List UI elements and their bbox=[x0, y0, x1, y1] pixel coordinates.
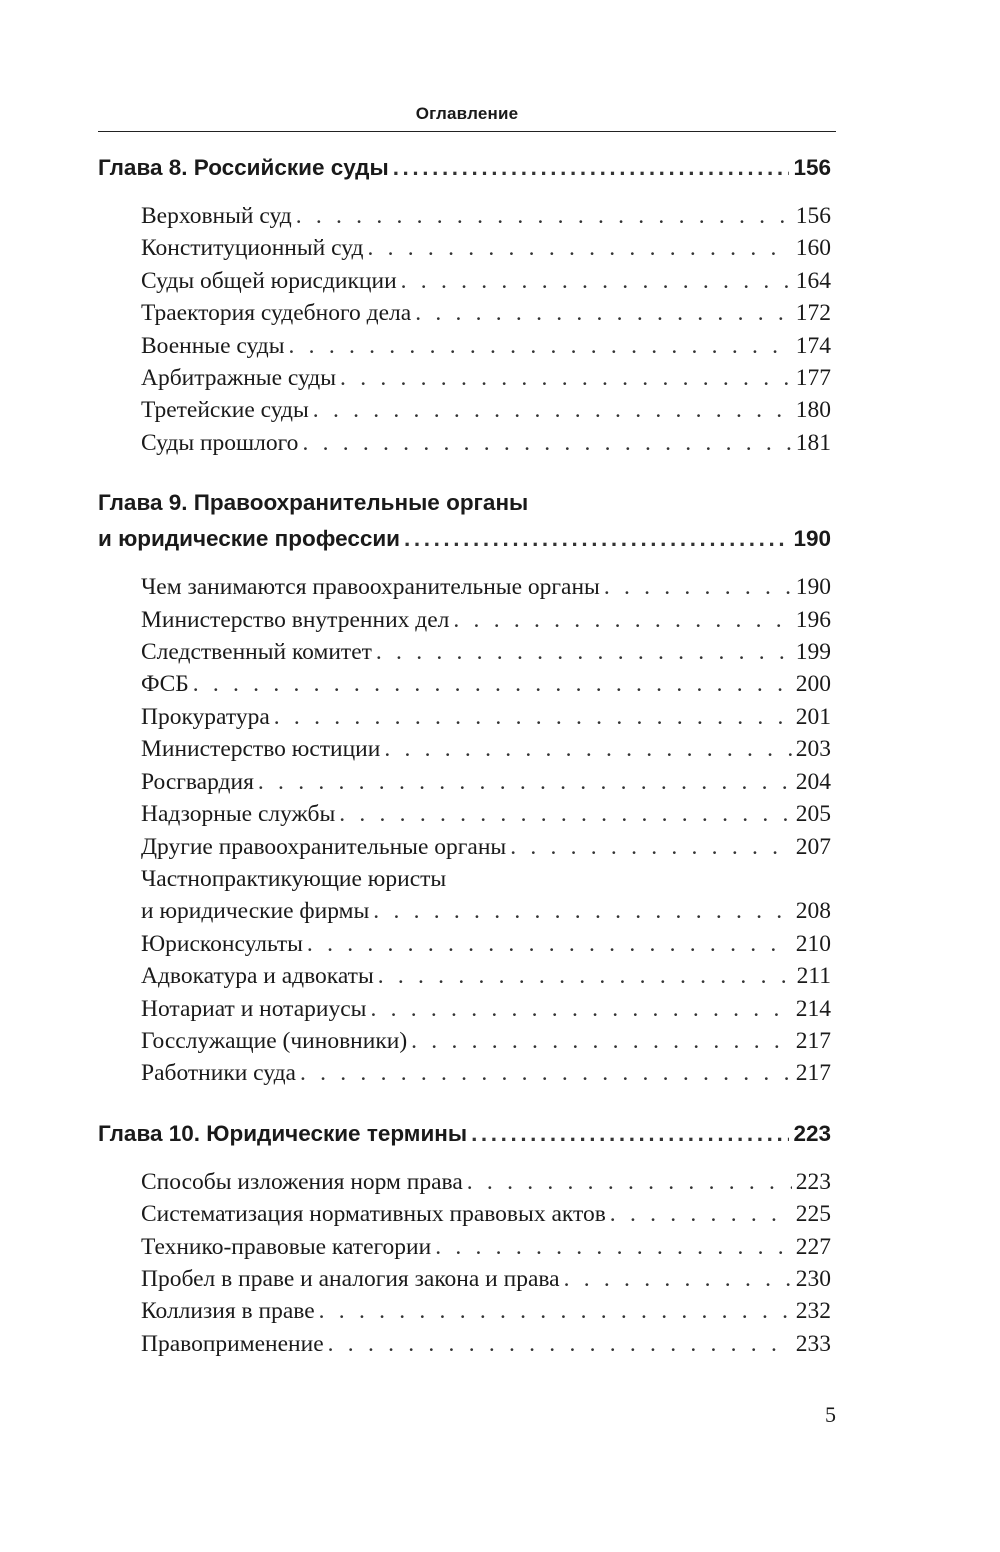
chapter-8-entries bbox=[98, 200, 831, 459]
dot-leader bbox=[393, 150, 790, 186]
dot-leader bbox=[373, 895, 791, 927]
entry-title: Министерство внутренних дел bbox=[141, 606, 450, 633]
toc-entry[interactable] bbox=[141, 1198, 831, 1230]
chapter-8-heading[interactable] bbox=[98, 150, 831, 186]
toc-entry-line-1[interactable]: Частнопрактикующие юристы bbox=[141, 865, 447, 892]
entry-page: 174 bbox=[795, 332, 831, 359]
toc-entry[interactable] bbox=[141, 960, 831, 992]
entry-page: 177 bbox=[795, 365, 831, 392]
chapter-title: Глава 8. Российские суды bbox=[98, 155, 389, 180]
toc-entry[interactable] bbox=[141, 993, 831, 1025]
chapter-page: 156 bbox=[793, 155, 831, 180]
toc-entry[interactable] bbox=[141, 798, 831, 830]
entry-title: и юридические фирмы bbox=[141, 898, 370, 925]
entry-page: 210 bbox=[795, 930, 831, 957]
toc-entry[interactable] bbox=[141, 571, 831, 603]
entry-page: 208 bbox=[795, 898, 831, 925]
entry-page: 232 bbox=[795, 1298, 831, 1325]
entry-page: 200 bbox=[795, 671, 831, 698]
dot-leader bbox=[411, 1025, 792, 1057]
toc-entry[interactable] bbox=[141, 895, 831, 927]
entry-title: Чем занимаются правоохранительные органы bbox=[141, 574, 600, 601]
dot-leader bbox=[453, 604, 791, 636]
entry-page: 164 bbox=[795, 267, 831, 294]
dot-leader bbox=[404, 521, 789, 557]
toc-entry[interactable] bbox=[141, 636, 831, 668]
entry-title: Суды общей юрисдикции bbox=[141, 267, 397, 294]
dot-leader bbox=[296, 200, 792, 232]
dot-leader bbox=[367, 232, 791, 264]
toc-entry[interactable] bbox=[141, 733, 831, 765]
dot-leader bbox=[376, 636, 792, 668]
entry-page: 204 bbox=[795, 768, 831, 795]
entry-title: Третейские суды bbox=[141, 397, 309, 424]
entry-title: Надзорные службы bbox=[141, 801, 336, 828]
chapter-title: и юридические профессии bbox=[98, 526, 401, 552]
entry-title: Юрисконсульты bbox=[141, 930, 303, 957]
entry-page: 225 bbox=[795, 1201, 831, 1228]
entry-title: Адвокатура и адвокаты bbox=[141, 963, 374, 990]
dot-leader bbox=[274, 701, 792, 733]
toc-entry[interactable] bbox=[141, 265, 831, 297]
entry-title: Коллизия в праве bbox=[141, 1298, 315, 1325]
entry-page: 190 bbox=[795, 574, 831, 601]
chapter-9-entries bbox=[98, 571, 831, 1090]
entry-title: Суды прошлого bbox=[141, 429, 299, 456]
entry-page: 223 bbox=[795, 1168, 831, 1195]
toc-entry[interactable] bbox=[141, 330, 831, 362]
toc-entry[interactable] bbox=[141, 668, 831, 700]
entry-title: Траектория судебного дела bbox=[141, 300, 412, 327]
entry-page: 230 bbox=[795, 1265, 831, 1292]
dot-leader bbox=[339, 798, 792, 830]
toc-entry[interactable] bbox=[141, 831, 831, 863]
dot-leader bbox=[610, 1198, 792, 1230]
entry-page: 160 bbox=[795, 235, 831, 262]
dot-leader bbox=[401, 265, 792, 297]
dot-leader bbox=[319, 1295, 792, 1327]
chapter-title: Глава 10. Юридические термины bbox=[98, 1120, 468, 1146]
toc-entry[interactable] bbox=[141, 1263, 831, 1295]
chapter-page: 223 bbox=[793, 1120, 831, 1146]
entry-page: 214 bbox=[795, 995, 831, 1022]
entry-title: Технико-правовые категории bbox=[141, 1233, 432, 1260]
entry-page: 196 bbox=[795, 606, 831, 633]
chapter-10-heading[interactable] bbox=[98, 1116, 831, 1152]
dot-leader bbox=[370, 993, 791, 1025]
entry-page: 180 bbox=[795, 397, 831, 424]
dot-leader bbox=[258, 766, 792, 798]
entry-title: Министерство юстиции bbox=[141, 736, 381, 763]
toc-entry[interactable] bbox=[141, 362, 831, 394]
toc-entry[interactable] bbox=[141, 1295, 831, 1327]
dot-leader bbox=[415, 297, 792, 329]
toc-entry[interactable] bbox=[141, 701, 831, 733]
entry-title: Пробел в праве и аналогия закона и права bbox=[141, 1265, 560, 1292]
entry-page: 203 bbox=[795, 736, 831, 763]
toc-entry[interactable] bbox=[141, 1166, 831, 1198]
entry-title: Военные суды bbox=[141, 332, 285, 359]
dot-leader bbox=[510, 831, 792, 863]
dot-leader bbox=[300, 1057, 792, 1089]
table-of-contents bbox=[98, 150, 831, 1386]
dot-leader bbox=[435, 1231, 792, 1263]
toc-entry[interactable] bbox=[141, 1328, 831, 1360]
entry-title: ФСБ bbox=[141, 671, 189, 698]
entry-title: Правоприменение bbox=[141, 1330, 324, 1357]
entry-page: 217 bbox=[795, 1060, 831, 1087]
chapter-9-heading[interactable] bbox=[98, 521, 831, 557]
entry-page: 172 bbox=[795, 300, 831, 327]
toc-entry[interactable] bbox=[141, 1231, 831, 1263]
entry-title: Росгвардия bbox=[141, 768, 254, 795]
chapter-page: 190 bbox=[793, 526, 831, 552]
dot-leader bbox=[328, 1328, 792, 1360]
page-number: 5 bbox=[825, 1402, 836, 1427]
entry-title: Систематизация нормативных правовых актов bbox=[141, 1201, 606, 1228]
chapter-10-entries bbox=[98, 1166, 831, 1360]
entry-page: 233 bbox=[795, 1330, 831, 1357]
dot-leader bbox=[467, 1166, 792, 1198]
entry-page: 205 bbox=[795, 801, 831, 828]
dot-leader bbox=[307, 928, 792, 960]
toc-entry[interactable] bbox=[141, 1057, 831, 1089]
entry-title: Прокуратура bbox=[141, 703, 270, 730]
toc-entry[interactable] bbox=[141, 200, 831, 232]
chapter-9-heading-line-1[interactable]: Глава 9. Правоохранительные органы bbox=[98, 490, 529, 516]
entry-title: Следственный комитет bbox=[141, 639, 372, 666]
entry-title: Конституционный суд bbox=[141, 235, 364, 262]
toc-entry[interactable] bbox=[141, 297, 831, 329]
entry-title: Способы изложения норм права bbox=[141, 1168, 463, 1195]
entry-page: 227 bbox=[795, 1233, 831, 1260]
toc-entry[interactable] bbox=[141, 1025, 831, 1057]
entry-page: 217 bbox=[795, 1027, 831, 1054]
toc-entry[interactable] bbox=[141, 232, 831, 264]
dot-leader bbox=[193, 668, 792, 700]
entry-title: Арбитражные суды bbox=[141, 365, 337, 392]
entry-title: Госслужащие (чиновники) bbox=[141, 1027, 408, 1054]
toc-entry[interactable] bbox=[141, 604, 831, 636]
dot-leader bbox=[289, 330, 792, 362]
entry-page: 201 bbox=[795, 703, 831, 730]
dot-leader bbox=[604, 571, 792, 603]
entry-page: 211 bbox=[796, 963, 831, 990]
entry-title: Нотариат и нотариусы bbox=[141, 995, 367, 1022]
entry-page: 199 bbox=[795, 639, 831, 666]
running-head-title: Оглавление bbox=[415, 104, 519, 123]
entry-page: 181 bbox=[795, 429, 831, 456]
header-rule bbox=[98, 131, 836, 132]
dot-leader bbox=[378, 960, 793, 992]
dot-leader bbox=[340, 362, 792, 394]
dot-leader bbox=[302, 427, 791, 459]
entry-title: Другие правоохранительные органы bbox=[141, 833, 507, 860]
toc-entry[interactable] bbox=[141, 394, 831, 426]
dot-leader bbox=[313, 394, 792, 426]
entry-page: 156 bbox=[795, 203, 831, 229]
dot-leader bbox=[471, 1116, 789, 1152]
toc-entry[interactable] bbox=[141, 427, 831, 459]
entry-title: Работники суда bbox=[141, 1060, 296, 1087]
toc-entry[interactable] bbox=[141, 928, 831, 960]
entry-page: 207 bbox=[795, 833, 831, 860]
toc-entry[interactable] bbox=[141, 766, 831, 798]
dot-leader bbox=[564, 1263, 792, 1295]
dot-leader bbox=[384, 733, 791, 765]
entry-title: Верховный суд bbox=[141, 203, 292, 229]
